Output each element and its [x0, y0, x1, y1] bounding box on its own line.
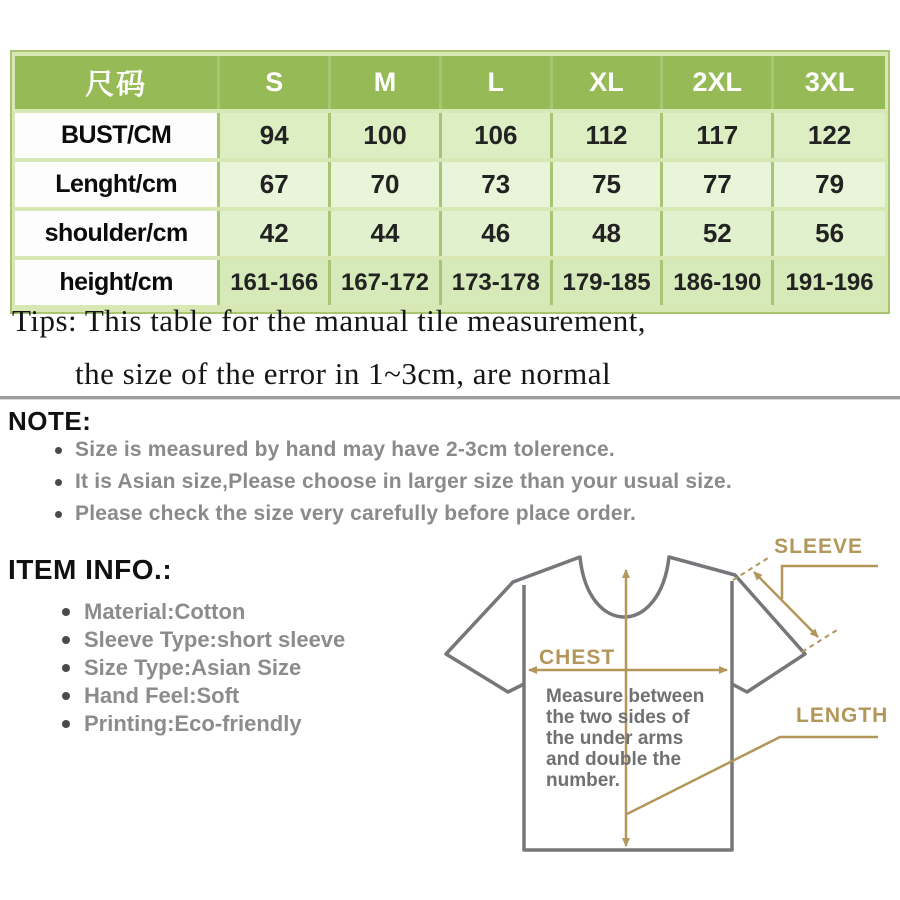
size-value-cell: 75 — [553, 162, 664, 207]
list-item — [55, 434, 732, 466]
bullet-icon — [55, 479, 62, 486]
size-value-cell: 44 — [331, 211, 442, 256]
list-item — [55, 466, 732, 498]
instruction-line: number. — [546, 770, 620, 791]
row-label: height/cm — [15, 260, 220, 305]
table-row-height — [15, 260, 885, 305]
table-row-bust — [15, 113, 885, 158]
item-info-text: Material:Cotton — [84, 599, 246, 624]
header-cell-l: L — [442, 56, 553, 109]
note-item-text: It is Asian size,Please choose in larger size than your usual size. — [75, 470, 732, 493]
size-value-cell: 112 — [553, 113, 664, 158]
size-value-cell: 48 — [553, 211, 664, 256]
item-info-text: Size Type:Asian Size — [84, 655, 302, 680]
chest-label: CHEST — [539, 646, 616, 669]
size-value-cell: 56 — [774, 211, 885, 256]
bullet-icon — [62, 720, 70, 728]
size-value-cell: 100 — [331, 113, 442, 158]
header-cell-xl: XL — [553, 56, 664, 109]
list-item — [62, 626, 345, 654]
list-item — [62, 682, 345, 710]
table-row-shoulder — [15, 211, 885, 256]
header-cell-size-zh: 尺码 — [15, 56, 220, 109]
tshirt-measure-diagram — [430, 537, 900, 882]
size-table-header-row — [15, 56, 885, 109]
row-label: Lenght/cm — [15, 162, 220, 207]
item-info-title: ITEM INFO.: — [8, 554, 173, 585]
size-value-cell: 173-178 — [442, 260, 553, 305]
bullet-icon — [55, 447, 62, 454]
bullet-icon — [55, 511, 62, 518]
size-value-cell: 191-196 — [774, 260, 885, 305]
note-item-text: Size is measured by hand may have 2-3cm tolerence. — [75, 438, 615, 461]
instruction-line: the two sides of — [546, 707, 690, 728]
header-cell-3xl: 3XL — [774, 56, 885, 109]
size-value-cell: 94 — [220, 113, 331, 158]
size-value-cell: 73 — [442, 162, 553, 207]
sleeve-label: SLEEVE — [774, 537, 863, 558]
bullet-icon — [62, 692, 70, 700]
note-item-text: Please check the size very carefully before place order. — [75, 502, 636, 525]
size-value-cell: 167-172 — [331, 260, 442, 305]
bullet-icon — [62, 664, 70, 672]
length-label: LENGTH — [796, 704, 889, 727]
row-label: BUST/CM — [15, 113, 220, 158]
list-item — [62, 710, 345, 738]
size-value-cell: 79 — [774, 162, 885, 207]
section-divider — [0, 396, 900, 400]
table-row-length — [15, 162, 885, 207]
size-table — [10, 50, 890, 314]
note-title: NOTE: — [8, 406, 92, 436]
list-item — [62, 598, 345, 626]
row-label: shoulder/cm — [15, 211, 220, 256]
size-value-cell: 67 — [220, 162, 331, 207]
size-value-cell: 106 — [442, 113, 553, 158]
item-info-text: Hand Feel:Soft — [84, 683, 240, 708]
size-value-cell: 161-166 — [220, 260, 331, 305]
size-value-cell: 46 — [442, 211, 553, 256]
instruction-line: Measure between — [546, 686, 705, 707]
instruction-line: the under arms — [546, 728, 684, 749]
bullet-icon — [62, 636, 70, 644]
note-list — [55, 434, 732, 530]
size-value-cell: 70 — [331, 162, 442, 207]
size-value-cell: 52 — [663, 211, 774, 256]
tips-line-2: the size of the error in 1~3cm, are normal — [75, 356, 612, 391]
header-cell-2xl: 2XL — [663, 56, 774, 109]
item-info-list — [62, 598, 345, 738]
list-item — [62, 654, 345, 682]
header-cell-s: S — [220, 56, 331, 109]
item-info-text: Sleeve Type:short sleeve — [84, 627, 346, 652]
size-value-cell: 42 — [220, 211, 331, 256]
item-info-text: Printing:Eco-friendly — [84, 711, 302, 736]
tips-line-1: Tips: This table for the manual tile measurement, — [12, 303, 647, 338]
size-value-cell: 77 — [663, 162, 774, 207]
instruction-line: and double the — [546, 749, 682, 770]
size-value-cell: 179-185 — [553, 260, 664, 305]
bullet-icon — [62, 608, 70, 616]
size-value-cell: 186-190 — [663, 260, 774, 305]
list-item — [55, 498, 732, 530]
size-value-cell: 117 — [663, 113, 774, 158]
header-cell-m: M — [331, 56, 442, 109]
size-value-cell: 122 — [774, 113, 885, 158]
